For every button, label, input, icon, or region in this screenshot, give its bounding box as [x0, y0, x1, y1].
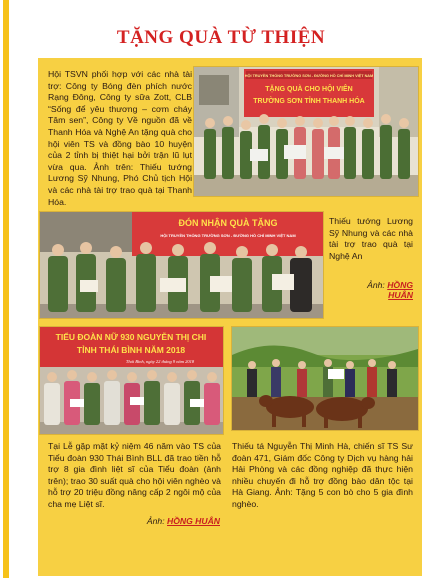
photo3-banner-line3: Thái Bình, ngày 22 tháng 9 năm 2018 — [125, 359, 195, 364]
credit-prefix: Ảnh: — [146, 516, 167, 526]
article-1-text: Hội TSVN phối hợp với các nhà tài trợ: Công ty Bóng đèn phích nước Rạng Đông, Công ty sữa Zott, CLB “Sống để yêu thương – cơm cháy Tâm sen”, Công ty Về nguồn đã về Thanh Hóa và Nghệ An tặng quà cho hội viên TS và đồng bào 10 huyện của 2 tỉnh bị thiệt hại bởi trận lũ lụt vừa qua. Ảnh trên: Thiếu tướng Lương Sỹ Nhung, Phó Chủ tịch Hội và các nhà tài trợ trao quà tại Thanh Hóa. — [48, 69, 192, 207]
photo-thai-binh — [39, 326, 224, 435]
left-edge-bar — [0, 0, 13, 578]
article-4-text: Thiếu tá Nguyễn Thị Minh Hà, chiến sĩ TS Sư đoàn 471, Giám đốc Công ty Dịch vụ hàng hải Hải Phòng và các đồng nghiệp đã thực hiện nhiều chuyến đi hỗ trợ đồng bào dân tộc tại Hà Giang. Ảnh: Tặng 5 con bò cho 5 gia đình nghèo. — [232, 441, 413, 509]
photo-nghe-an — [39, 211, 324, 319]
photo1-banner-top: HỘI TRUYỀN THỐNG TRƯỜNG SƠN - ĐƯỜNG HỒ CHÍ MINH VIỆT NAM — [244, 74, 374, 78]
photo2-banner-line2: HỘI TRUYỀN THỐNG TRƯỜNG SƠN - ĐƯỜNG HỒ CHÍ MINH VIỆT NAM — [160, 233, 296, 238]
page-title: TẶNG QUÀ TỪ THIỆN — [116, 27, 326, 48]
credit-name-line1: HỒNG — [387, 280, 413, 290]
credit-name: HỒNG HUÂN — [167, 516, 220, 526]
article-3-text: Tại Lễ gặp mặt kỷ niệm 46 năm vào TS của Tiểu đoàn 930 Thái Bình BLL đã trao tiền hỗ trợ 8 gia đình liệt sĩ của Tiểu đoàn (ảnh trên); trao 30 suất quà cho hội viên nghèo và hỗ trợ 20 triệu đồng nâng cấp 2 ngôi mộ của cha mẹ Liệt sĩ. — [48, 441, 221, 509]
caption-nghe-an-credit — [329, 280, 413, 300]
photo3-banner-line1: TIỂU ĐOÀN NỮ 930 NGUYỄN THỊ CHI — [55, 332, 207, 342]
photo1-banner-line2: TRƯỜNG SƠN TỈNH THANH HÓA — [253, 98, 365, 105]
credit-prefix: Ảnh: — [367, 280, 388, 290]
photo2-banner-line1: ĐÓN NHẬN QUÀ TẶNG — [178, 218, 278, 228]
photo-ha-giang — [231, 326, 419, 431]
yellow-stripe — [3, 0, 9, 578]
photo1-banner-line1: TẶNG QUÀ CHO HỘI VIÊN — [265, 86, 353, 93]
article-3-credit — [48, 516, 220, 526]
photo-thanh-hoa — [193, 66, 419, 197]
caption-nghe-an: Thiếu tướng Lương Sỹ Nhung và các nhà tài trợ trao quà tại Nghệ An — [329, 216, 413, 261]
credit-name-line2: HUÂN — [388, 290, 413, 300]
photo3-banner-line2: TỈNH THÁI BÌNH NĂM 2018 — [76, 345, 186, 355]
